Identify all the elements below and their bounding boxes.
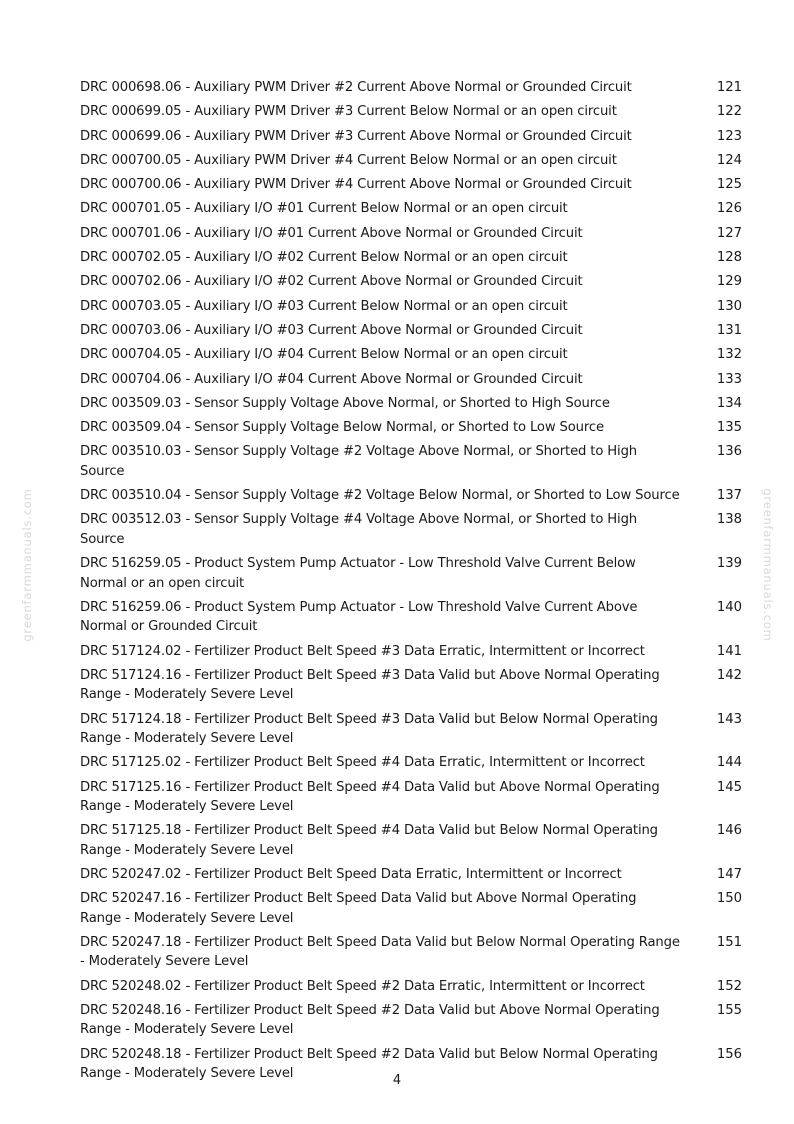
toc-entry-page-number[interactable]: 138 (716, 512, 742, 528)
toc-entry[interactable] (80, 753, 744, 772)
toc-entry-page-number[interactable]: 139 (716, 556, 742, 572)
toc-entry-title[interactable]: DRC 520247.02 - Fertilizer Product Belt Speed Data Erratic, Intermittent or Incorrect (80, 866, 622, 882)
toc-entry-title[interactable]: DRC 003512.03 - Sensor Supply Voltage #4 Voltage Above Normal, or Shorted to High Source (80, 512, 637, 547)
toc-entry[interactable] (80, 224, 744, 243)
toc-entry-title[interactable]: DRC 517124.18 - Fertilizer Product Belt Speed #3 Data Valid but Below Normal Operating Range - Moderately Severe Level (80, 711, 658, 746)
toc-entry-page-number[interactable]: 125 (716, 177, 742, 193)
toc-entry-page-number[interactable]: 124 (716, 152, 742, 168)
toc-entry-title[interactable]: DRC 517125.18 - Fertilizer Product Belt Speed #4 Data Valid but Below Normal Operating Range - Moderately Severe Level (80, 823, 658, 858)
toc-entry[interactable] (80, 78, 744, 97)
toc-entry[interactable] (80, 933, 744, 972)
toc-entry-page-number[interactable]: 136 (716, 444, 742, 460)
toc-entry[interactable] (80, 199, 744, 218)
toc-entry-title[interactable]: DRC 000701.05 - Auxiliary I/O #01 Current Below Normal or an open circuit (80, 201, 568, 217)
toc-entry-title[interactable]: DRC 000700.06 - Auxiliary PWM Driver #4 Current Above Normal or Grounded Circuit (80, 177, 632, 193)
toc-entry-page-number[interactable]: 130 (716, 298, 742, 314)
toc-entry[interactable] (80, 442, 744, 481)
toc-entry-title[interactable]: DRC 003510.03 - Sensor Supply Voltage #2 Voltage Above Normal, or Shorted to High Source (80, 444, 637, 479)
toc-entry-title[interactable]: DRC 003509.03 - Sensor Supply Voltage Above Normal, or Shorted to High Source (80, 395, 610, 411)
toc-entry-page-number[interactable]: 156 (716, 1046, 742, 1062)
toc-entry[interactable] (80, 297, 744, 316)
toc-entry-title[interactable]: DRC 000700.05 - Auxiliary PWM Driver #4 Current Below Normal or an open circuit (80, 152, 617, 168)
toc-entry[interactable] (80, 151, 744, 170)
toc-entry-title[interactable]: DRC 516259.05 - Product System Pump Actuator - Low Threshold Valve Current Below Normal or an open circuit (80, 556, 636, 591)
toc-entry-title[interactable]: DRC 517125.02 - Fertilizer Product Belt Speed #4 Data Erratic, Intermittent or Incorrect (80, 755, 645, 771)
toc-entry-title[interactable]: DRC 000699.05 - Auxiliary PWM Driver #3 Current Below Normal or an open circuit (80, 104, 617, 120)
toc-entry[interactable] (80, 370, 744, 389)
toc-entry-title[interactable]: DRC 516259.06 - Product System Pump Actuator - Low Threshold Valve Current Above Normal or Grounded Circuit (80, 599, 638, 635)
toc-entry-title[interactable]: DRC 520248.16 - Fertilizer Product Belt Speed #2 Data Valid but Above Normal Operating Range - Moderately Severe Level (80, 1002, 660, 1038)
toc-entry-title[interactable]: DRC 000704.05 - Auxiliary I/O #04 Current Below Normal or an open circuit (80, 347, 568, 363)
watermark-right: greenfarmmanuals.com (761, 488, 775, 642)
toc-entry[interactable] (80, 666, 744, 705)
toc-entry[interactable] (80, 510, 744, 549)
toc-entry-title[interactable]: DRC 000698.06 - Auxiliary PWM Driver #2 Current Above Normal or Grounded Circuit (80, 80, 632, 95)
toc-entry-title[interactable]: DRC 520248.02 - Fertilizer Product Belt Speed #2 Data Erratic, Intermittent or Incorrect (80, 978, 645, 994)
watermark-left: greenfarmmanuals.com (20, 488, 34, 642)
toc-entry-title[interactable]: DRC 520247.18 - Fertilizer Product Belt Speed Data Valid but Below Normal Operating Range - Moderately Severe Level (80, 934, 680, 970)
toc-entry-page-number[interactable]: 144 (716, 755, 742, 771)
toc-entry[interactable] (80, 821, 744, 860)
table-of-contents (80, 78, 744, 1088)
toc-entry-page-number[interactable]: 146 (716, 823, 742, 839)
toc-entry-page-number[interactable]: 137 (716, 488, 742, 504)
toc-entry[interactable] (80, 175, 744, 194)
toc-entry[interactable] (80, 1001, 744, 1040)
toc-entry-title[interactable]: DRC 517124.16 - Fertilizer Product Belt Speed #3 Data Valid but Above Normal Operating Range - Moderately Severe Level (80, 667, 660, 703)
toc-entry-page-number[interactable]: 123 (716, 128, 742, 144)
toc-entry[interactable] (80, 865, 744, 884)
toc-entry-page-number[interactable]: 132 (716, 347, 742, 363)
toc-entry[interactable] (80, 486, 744, 505)
page-number: 4 (392, 1073, 402, 1088)
toc-entry-page-number[interactable]: 141 (716, 643, 742, 659)
toc-entry-page-number[interactable]: 126 (716, 201, 742, 217)
toc-entry[interactable] (80, 977, 744, 996)
toc-entry-page-number[interactable]: 127 (716, 225, 742, 241)
toc-entry-page-number[interactable]: 133 (716, 371, 742, 387)
toc-entry[interactable] (80, 394, 744, 413)
toc-entry[interactable] (80, 248, 744, 267)
toc-entry-page-number[interactable]: 131 (716, 322, 742, 338)
toc-entry-page-number[interactable]: 151 (716, 934, 742, 950)
toc-entry-page-number[interactable]: 150 (716, 891, 742, 907)
toc-entry-title[interactable]: DRC 000702.05 - Auxiliary I/O #02 Current Below Normal or an open circuit (80, 250, 568, 266)
toc-entry-page-number[interactable]: 129 (716, 274, 742, 290)
toc-entry[interactable] (80, 345, 744, 364)
toc-entry-title[interactable]: DRC 517124.02 - Fertilizer Product Belt Speed #3 Data Erratic, Intermittent or Incorrect (80, 643, 645, 659)
toc-entry[interactable] (80, 418, 744, 437)
toc-entry-page-number[interactable]: 121 (716, 80, 742, 95)
toc-entry-page-number[interactable]: 140 (716, 599, 742, 615)
toc-entry-page-number[interactable]: 145 (716, 779, 742, 795)
toc-entry-title[interactable]: DRC 517125.16 - Fertilizer Product Belt Speed #4 Data Valid but Above Normal Operating Range - Moderately Severe Level (80, 779, 660, 814)
toc-entry-page-number[interactable]: 134 (716, 395, 742, 411)
toc-entry-page-number[interactable]: 128 (716, 250, 742, 266)
toc-entry-page-number[interactable]: 142 (716, 667, 742, 683)
toc-entry[interactable] (80, 889, 744, 928)
toc-entry[interactable] (80, 554, 744, 593)
toc-entry-page-number[interactable]: 143 (716, 711, 742, 727)
toc-entry-title[interactable]: DRC 000699.06 - Auxiliary PWM Driver #3 Current Above Normal or Grounded Circuit (80, 128, 632, 144)
toc-entry[interactable] (80, 642, 744, 661)
toc-entry[interactable] (80, 102, 744, 121)
toc-entry-title[interactable]: DRC 520248.18 - Fertilizer Product Belt Speed #2 Data Valid but Below Normal Operating Range - Moderately Severe Level (80, 1046, 658, 1082)
toc-entry-page-number[interactable]: 135 (716, 420, 742, 436)
toc-entry-title[interactable]: DRC 003509.04 - Sensor Supply Voltage Below Normal, or Shorted to Low Source (80, 420, 604, 436)
toc-entry-title[interactable]: DRC 000701.06 - Auxiliary I/O #01 Current Above Normal or Grounded Circuit (80, 225, 583, 241)
toc-entry[interactable] (80, 321, 744, 340)
toc-entry[interactable] (80, 710, 744, 749)
toc-entry-page-number[interactable]: 147 (716, 866, 742, 882)
toc-entry-title[interactable]: DRC 000704.06 - Auxiliary I/O #04 Current Above Normal or Grounded Circuit (80, 371, 583, 387)
toc-entry-title[interactable]: DRC 000703.05 - Auxiliary I/O #03 Current Below Normal or an open circuit (80, 298, 568, 314)
toc-entry[interactable] (80, 598, 744, 637)
toc-entry-title[interactable]: DRC 520247.16 - Fertilizer Product Belt Speed Data Valid but Above Normal Operating Range - Moderately Severe Level (80, 891, 637, 926)
toc-entry[interactable] (80, 127, 744, 146)
toc-entry-page-number[interactable]: 122 (716, 104, 742, 120)
toc-entry-page-number[interactable]: 155 (716, 1002, 742, 1018)
toc-entry[interactable] (80, 778, 744, 817)
toc-entry-title[interactable]: DRC 000702.06 - Auxiliary I/O #02 Current Above Normal or Grounded Circuit (80, 274, 583, 290)
toc-entry-page-number[interactable]: 152 (716, 978, 742, 994)
toc-entry-title[interactable]: DRC 003510.04 - Sensor Supply Voltage #2 Voltage Below Normal, or Shorted to Low Source (80, 488, 680, 504)
toc-entry-title[interactable]: DRC 000703.06 - Auxiliary I/O #03 Current Above Normal or Grounded Circuit (80, 322, 583, 338)
toc-entry[interactable] (80, 272, 744, 291)
